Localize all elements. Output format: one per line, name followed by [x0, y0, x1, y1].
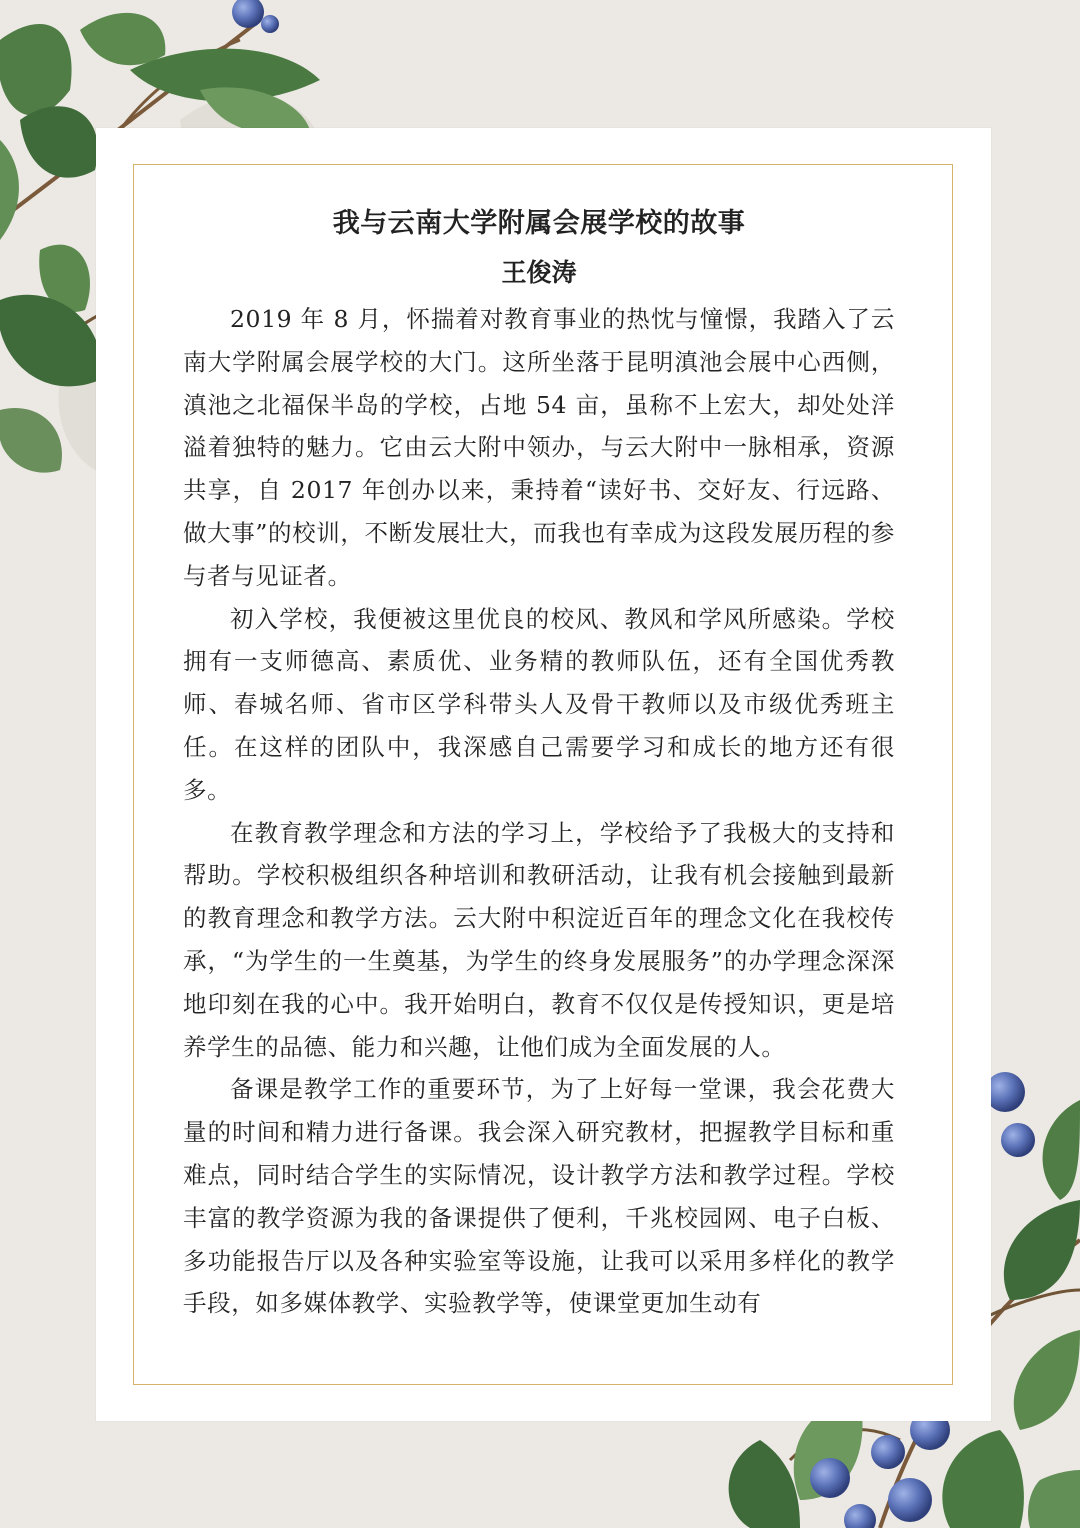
article-title: 我与云南大学附属会展学校的故事: [332, 208, 746, 239]
berries-top: [232, 0, 279, 33]
article: [183, 198, 895, 1370]
paragraph: 备课是教学工作的重要环节，为了上好每一堂课，我会花费大量的时间和精力进行备课。我会深入研究教材，把握教学目标和重难点，同时结合学生的实际情况，设计教学方法和教学过程。学校丰富的教学资源为我的备课提供了便利，千兆校园网、电子白板、多功能报告厅以及各种实验室等设施，让我可以采用多样化的教学手段，如多媒体教学、实验教学等，使课堂更加生动有: [183, 1075, 895, 1318]
paragraph: 初入学校，我便被这里优良的校风、教风和学风所感染。学校拥有一支师德高、素质优、业务精的教师队伍，还有全国优秀教师、春城名师、省市区学科带头人及骨干教师以及市级优秀班主任。在这样的团队中，我深感自己需要学习和成长的地方还有很多。: [183, 604, 895, 804]
article-author: 王俊涛: [501, 258, 577, 287]
paragraph: 在教育教学理念和方法的学习上，学校给予了我极大的支持和帮助。学校积极组织各种培训和教研活动，让我有机会接触到最新的教育理念和教学方法。云大附中积淀近百年的理念文化在我校传承，“为学生的一生奠基，为学生的终身发展服务”的办学理念深深地印刻在我的心中。我开始明白，教育不仅仅是传授知识，更是培养学生的品德、能力和兴趣，让他们成为全面发展的人。: [183, 818, 895, 1061]
paragraph: 2019 年 8 月，怀揣着对教育事业的热忱与憧憬，我踏入了云南大学附属会展学校的大门。这所坐落于昆明滇池会展中心西侧，滇池之北福保半岛的学校，占地 54 亩，虽称不上宏大，却处处洋溢着独特的魅力。它由云大附中领办，与云大附中一脉相承，资源共享，自 2017 年创办以来，秉持着“读好书、交好友、行远路、做大事”的校训，不断发展壮大，而我也有幸成为这段发展历程的参与者与见证者。: [183, 305, 895, 590]
